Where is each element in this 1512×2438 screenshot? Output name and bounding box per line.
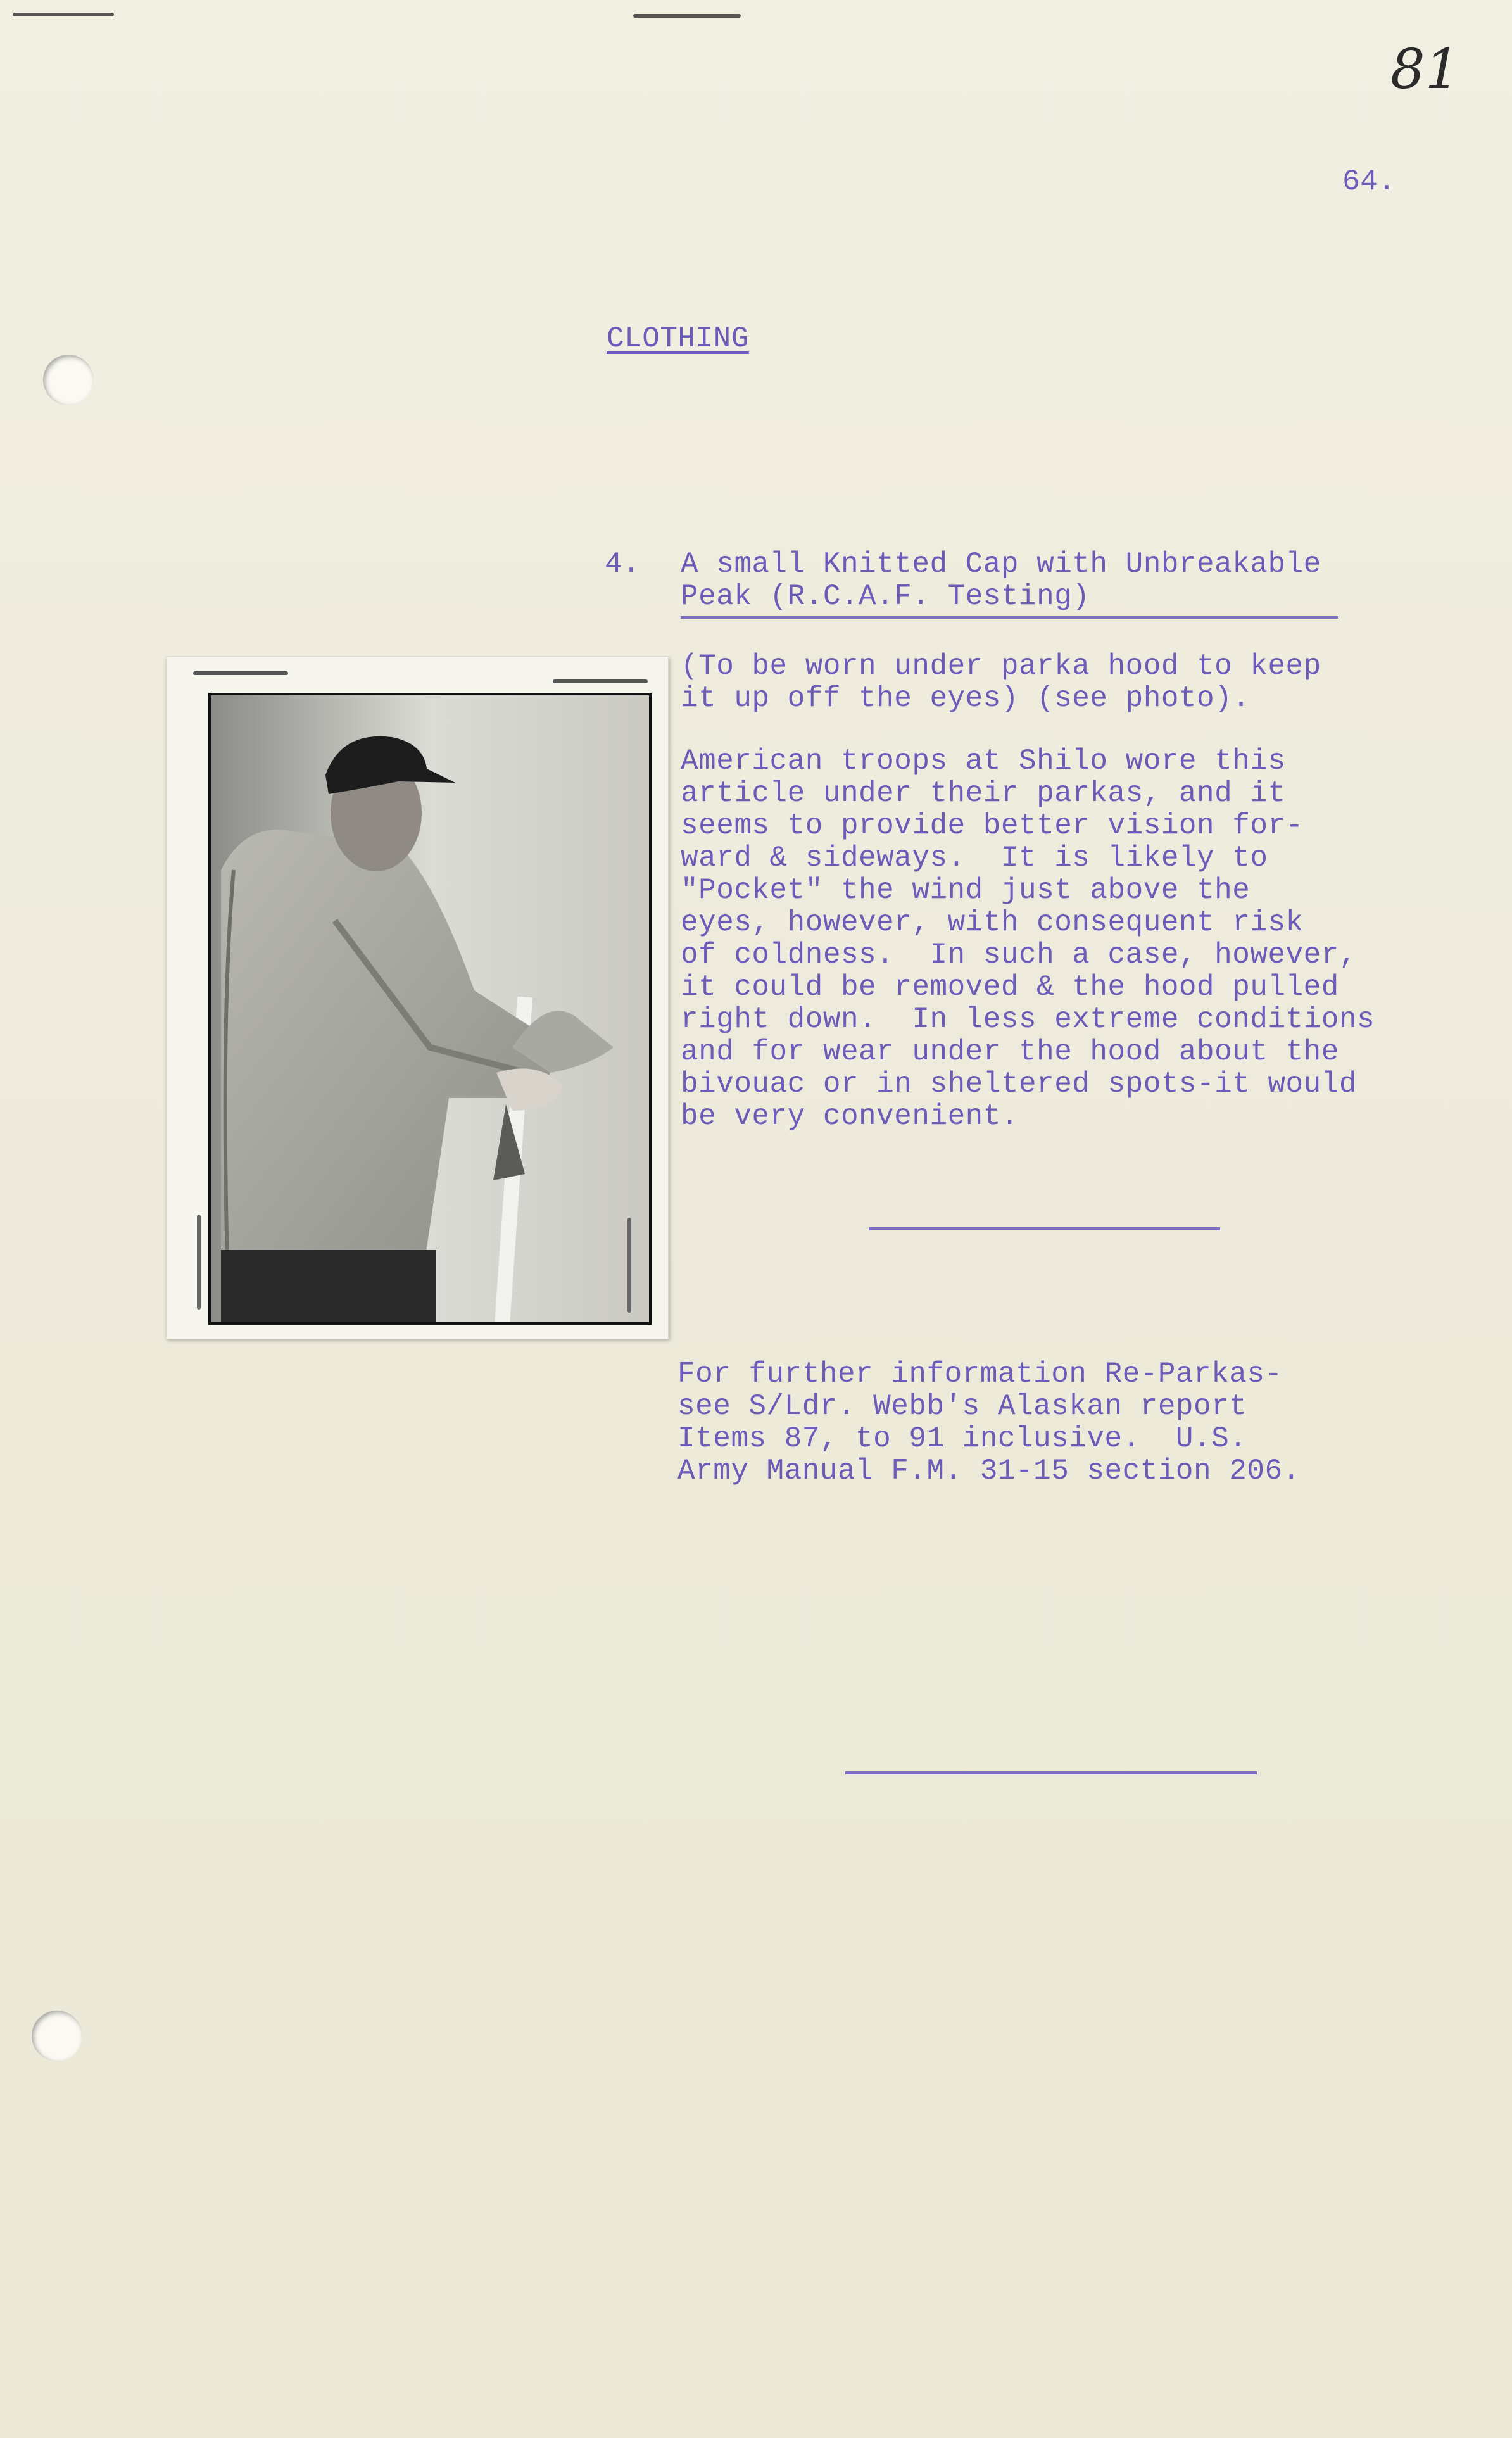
photograph-man-in-parka-with-cap	[208, 693, 652, 1325]
handwritten-folio-number: 81	[1390, 38, 1460, 101]
item-title: A small Knitted Cap with Unbreakable Peak (R.C.A.F. Testing)	[681, 548, 1321, 613]
top-staple-left	[13, 13, 114, 16]
punch-hole-top	[43, 355, 94, 405]
page-number: 64.	[1342, 165, 1396, 198]
photo-staple-top-left	[193, 671, 288, 675]
item-note: (To be worn under parka hood to keep it up off the eyes) (see photo).	[681, 650, 1321, 715]
item-body: American troops at Shilo wore this article under their parkas, and it seems to provide better vision for- ward & sideways. It is likely to "Pocket" the wind just above the eyes, however, with consequent risk of coldness. In such a case, however, it could be removed & the hood pulled right down. In less extreme conditions and for wear under the hood about the bivouac or in sheltered spots-it would be very convenient.	[681, 745, 1375, 1133]
section-divider-2	[845, 1771, 1257, 1774]
item-number: 4.	[605, 548, 641, 581]
reference-note: For further information Re-Parkas- see S/Ldr. Webb's Alaskan report Items 87, to 91 inclusive. U.S. Army Manual F.M. 31-15 section 206.	[677, 1358, 1301, 1487]
section-heading: CLOTHING	[607, 322, 749, 355]
top-staple-center	[633, 14, 741, 18]
punch-hole-bottom	[32, 2011, 82, 2061]
item-title-underline	[681, 616, 1338, 619]
photo-staple-right	[627, 1218, 631, 1313]
photo-mount	[166, 657, 669, 1339]
section-divider-1	[869, 1227, 1220, 1230]
photo-staple-top-right	[553, 679, 648, 683]
photo-staple-left	[197, 1215, 201, 1310]
